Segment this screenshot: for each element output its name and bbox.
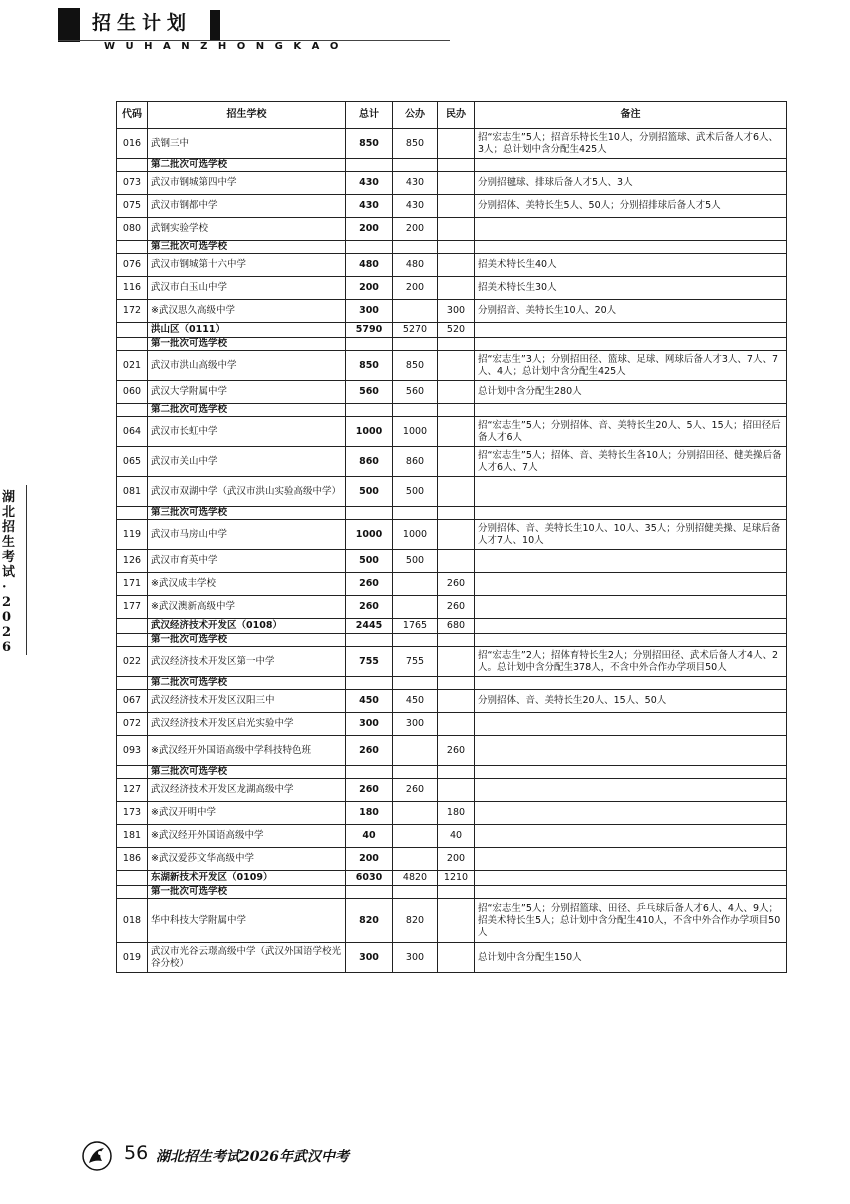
public-cell: 755 bbox=[393, 647, 438, 677]
total-cell bbox=[346, 338, 393, 351]
public-cell: 850 bbox=[393, 351, 438, 381]
public-cell: 480 bbox=[393, 254, 438, 277]
private-cell: 260 bbox=[438, 573, 475, 596]
page-subtitle: WUHANZHONGKAO bbox=[104, 41, 349, 52]
public-cell: 860 bbox=[393, 447, 438, 477]
public-cell bbox=[393, 159, 438, 172]
header-block bbox=[58, 8, 80, 42]
note-cell bbox=[475, 338, 787, 351]
private-cell: 180 bbox=[438, 802, 475, 825]
batch-row bbox=[117, 677, 787, 690]
public-cell bbox=[393, 507, 438, 520]
total-cell: 850 bbox=[346, 129, 393, 159]
table-row bbox=[117, 802, 787, 825]
note-cell bbox=[475, 323, 787, 338]
code-cell: 067 bbox=[117, 690, 148, 713]
school-cell: 武汉市白玉山中学 bbox=[148, 277, 346, 300]
total-cell: 5790 bbox=[346, 323, 393, 338]
code-cell: 018 bbox=[117, 899, 148, 943]
private-cell bbox=[438, 404, 475, 417]
batch-label: 第一批次可选学校 bbox=[148, 634, 346, 647]
code-cell bbox=[117, 619, 148, 634]
code-cell: 127 bbox=[117, 779, 148, 802]
note-cell: 分别招音、美特长生10人、20人 bbox=[475, 300, 787, 323]
district-row bbox=[117, 323, 787, 338]
code-cell bbox=[117, 404, 148, 417]
note-cell bbox=[475, 596, 787, 619]
total-cell: 850 bbox=[346, 351, 393, 381]
private-cell bbox=[438, 172, 475, 195]
private-cell bbox=[438, 195, 475, 218]
table-row bbox=[117, 381, 787, 404]
code-cell: 065 bbox=[117, 447, 148, 477]
school-cell: 武汉市长虹中学 bbox=[148, 417, 346, 447]
note-cell bbox=[475, 886, 787, 899]
header-code: 代码 bbox=[117, 102, 148, 129]
table-row bbox=[117, 254, 787, 277]
public-cell: 500 bbox=[393, 550, 438, 573]
header-private: 民办 bbox=[438, 102, 475, 129]
table-row bbox=[117, 899, 787, 943]
code-cell: 080 bbox=[117, 218, 148, 241]
public-cell: 820 bbox=[393, 899, 438, 943]
table-row bbox=[117, 351, 787, 381]
public-cell bbox=[393, 596, 438, 619]
total-cell: 500 bbox=[346, 477, 393, 507]
school-cell: ※武汉思久高级中学 bbox=[148, 300, 346, 323]
table-row bbox=[117, 713, 787, 736]
public-cell bbox=[393, 736, 438, 766]
footer-text: 湖北招生考试2026年武汉中考 bbox=[156, 1149, 349, 1165]
page-number: 56 bbox=[124, 1142, 149, 1164]
code-cell bbox=[117, 871, 148, 886]
code-cell: 173 bbox=[117, 802, 148, 825]
total-cell: 1000 bbox=[346, 417, 393, 447]
private-cell: 260 bbox=[438, 596, 475, 619]
total-cell: 300 bbox=[346, 300, 393, 323]
private-cell bbox=[438, 129, 475, 159]
table-row bbox=[117, 417, 787, 447]
total-cell: 2445 bbox=[346, 619, 393, 634]
private-cell bbox=[438, 520, 475, 550]
private-cell bbox=[438, 381, 475, 404]
table-row bbox=[117, 172, 787, 195]
batch-label: 第一批次可选学校 bbox=[148, 886, 346, 899]
batch-row bbox=[117, 886, 787, 899]
private-cell: 260 bbox=[438, 736, 475, 766]
header-total: 总计 bbox=[346, 102, 393, 129]
private-cell: 300 bbox=[438, 300, 475, 323]
total-cell bbox=[346, 507, 393, 520]
code-cell: 119 bbox=[117, 520, 148, 550]
table-row bbox=[117, 277, 787, 300]
total-cell bbox=[346, 404, 393, 417]
total-cell bbox=[346, 677, 393, 690]
district-name: 东湖新技术开发区（0109） bbox=[148, 871, 346, 886]
note-cell bbox=[475, 218, 787, 241]
private-cell bbox=[438, 647, 475, 677]
public-cell: 4820 bbox=[393, 871, 438, 886]
batch-row bbox=[117, 766, 787, 779]
note-cell: 招“宏志生”3人；分别招田径、篮球、足球、网球后备人才3人、7人、7人、4人；总计划中含分配生425人 bbox=[475, 351, 787, 381]
batch-label: 第三批次可选学校 bbox=[148, 766, 346, 779]
private-cell bbox=[438, 477, 475, 507]
private-cell bbox=[438, 338, 475, 351]
public-cell bbox=[393, 241, 438, 254]
school-cell: 武汉市关山中学 bbox=[148, 447, 346, 477]
note-cell: 总计划中含分配生150人 bbox=[475, 943, 787, 973]
code-cell bbox=[117, 323, 148, 338]
public-cell: 200 bbox=[393, 218, 438, 241]
batch-label: 第二批次可选学校 bbox=[148, 159, 346, 172]
public-cell: 430 bbox=[393, 195, 438, 218]
batch-label: 第二批次可选学校 bbox=[148, 404, 346, 417]
district-row bbox=[117, 871, 787, 886]
note-cell: 招“宏志生”5人；招体、音、美特长生各10人；分别招田径、健美操后备人才6人、7人 bbox=[475, 447, 787, 477]
batch-row bbox=[117, 634, 787, 647]
private-cell bbox=[438, 277, 475, 300]
code-cell: 021 bbox=[117, 351, 148, 381]
batch-label: 第三批次可选学校 bbox=[148, 241, 346, 254]
school-cell: ※武汉经开外国语高级中学 bbox=[148, 825, 346, 848]
private-cell bbox=[438, 677, 475, 690]
private-cell bbox=[438, 159, 475, 172]
public-cell: 1765 bbox=[393, 619, 438, 634]
total-cell: 560 bbox=[346, 381, 393, 404]
table-row bbox=[117, 300, 787, 323]
note-cell bbox=[475, 736, 787, 766]
batch-row bbox=[117, 404, 787, 417]
total-cell bbox=[346, 241, 393, 254]
note-cell bbox=[475, 871, 787, 886]
total-cell: 260 bbox=[346, 573, 393, 596]
code-cell bbox=[117, 677, 148, 690]
note-cell bbox=[475, 779, 787, 802]
public-cell: 300 bbox=[393, 943, 438, 973]
public-cell bbox=[393, 848, 438, 871]
school-cell: 华中科技大学附属中学 bbox=[148, 899, 346, 943]
school-cell: 武汉市钢都中学 bbox=[148, 195, 346, 218]
note-cell bbox=[475, 677, 787, 690]
note-cell: 总计划中含分配生280人 bbox=[475, 381, 787, 404]
page-title: 招生计划 bbox=[92, 12, 193, 34]
school-cell: 武汉经济技术开发区龙湖高级中学 bbox=[148, 779, 346, 802]
code-cell: 171 bbox=[117, 573, 148, 596]
table-row bbox=[117, 447, 787, 477]
total-cell: 200 bbox=[346, 848, 393, 871]
batch-row bbox=[117, 338, 787, 351]
total-cell: 500 bbox=[346, 550, 393, 573]
district-name: 洪山区（0111） bbox=[148, 323, 346, 338]
private-cell: 40 bbox=[438, 825, 475, 848]
public-cell bbox=[393, 802, 438, 825]
school-cell: ※武汉经开外国语高级中学科技特色班 bbox=[148, 736, 346, 766]
total-cell: 430 bbox=[346, 195, 393, 218]
school-cell: 武汉经济技术开发区第一中学 bbox=[148, 647, 346, 677]
code-cell: 073 bbox=[117, 172, 148, 195]
note-cell: 招美术特长生30人 bbox=[475, 277, 787, 300]
note-cell bbox=[475, 507, 787, 520]
table-body bbox=[117, 129, 787, 973]
header-school: 招生学校 bbox=[148, 102, 346, 129]
public-cell bbox=[393, 338, 438, 351]
logo-icon bbox=[82, 1141, 112, 1171]
code-cell: 081 bbox=[117, 477, 148, 507]
school-cell: ※武汉爱莎文华高级中学 bbox=[148, 848, 346, 871]
public-cell: 5270 bbox=[393, 323, 438, 338]
code-cell bbox=[117, 507, 148, 520]
public-cell: 260 bbox=[393, 779, 438, 802]
code-cell: 022 bbox=[117, 647, 148, 677]
total-cell bbox=[346, 766, 393, 779]
table-row bbox=[117, 943, 787, 973]
code-cell: 072 bbox=[117, 713, 148, 736]
header-public: 公办 bbox=[393, 102, 438, 129]
code-cell: 019 bbox=[117, 943, 148, 973]
table-row bbox=[117, 520, 787, 550]
total-cell: 860 bbox=[346, 447, 393, 477]
code-cell: 076 bbox=[117, 254, 148, 277]
private-cell bbox=[438, 713, 475, 736]
note-cell bbox=[475, 241, 787, 254]
code-cell: 064 bbox=[117, 417, 148, 447]
total-cell bbox=[346, 634, 393, 647]
total-cell: 1000 bbox=[346, 520, 393, 550]
school-cell: 武汉市光谷云璟高级中学（武汉外国语学校光谷分校） bbox=[148, 943, 346, 973]
note-cell: 分别招体、音、美特长生20人、15人、50人 bbox=[475, 690, 787, 713]
private-cell bbox=[438, 690, 475, 713]
public-cell: 450 bbox=[393, 690, 438, 713]
total-cell: 260 bbox=[346, 779, 393, 802]
public-cell: 1000 bbox=[393, 417, 438, 447]
school-cell: ※武汉成丰学校 bbox=[148, 573, 346, 596]
code-cell bbox=[117, 338, 148, 351]
batch-row bbox=[117, 241, 787, 254]
note-cell bbox=[475, 766, 787, 779]
total-cell: 6030 bbox=[346, 871, 393, 886]
private-cell: 520 bbox=[438, 323, 475, 338]
public-cell: 200 bbox=[393, 277, 438, 300]
public-cell: 560 bbox=[393, 381, 438, 404]
private-cell bbox=[438, 766, 475, 779]
note-cell bbox=[475, 634, 787, 647]
table-row bbox=[117, 779, 787, 802]
district-row bbox=[117, 619, 787, 634]
private-cell bbox=[438, 779, 475, 802]
public-cell bbox=[393, 825, 438, 848]
school-cell: ※武汉开明中学 bbox=[148, 802, 346, 825]
total-cell: 820 bbox=[346, 899, 393, 943]
code-cell: 060 bbox=[117, 381, 148, 404]
note-cell: 分别招体、音、美特长生10人、10人、35人；分别招健美操、足球后备人才7人、10人 bbox=[475, 520, 787, 550]
note-cell: 招“宏志生”5人；分别招篮球、田径、乒乓球后备人才6人、4人、9人；招美术特长生5人；总计划中含分配生410人，不含中外合作办学项目50人 bbox=[475, 899, 787, 943]
school-cell: 武汉大学附属中学 bbox=[148, 381, 346, 404]
batch-label: 第一批次可选学校 bbox=[148, 338, 346, 351]
total-cell: 180 bbox=[346, 802, 393, 825]
code-cell: 181 bbox=[117, 825, 148, 848]
code-cell: 016 bbox=[117, 129, 148, 159]
total-cell: 40 bbox=[346, 825, 393, 848]
header-note: 备注 bbox=[475, 102, 787, 129]
school-cell: 武汉市育英中学 bbox=[148, 550, 346, 573]
public-cell: 850 bbox=[393, 129, 438, 159]
code-cell: 116 bbox=[117, 277, 148, 300]
public-cell bbox=[393, 404, 438, 417]
table-row bbox=[117, 690, 787, 713]
code-cell bbox=[117, 241, 148, 254]
table-row bbox=[117, 195, 787, 218]
batch-row bbox=[117, 507, 787, 520]
table-row bbox=[117, 647, 787, 677]
public-cell bbox=[393, 300, 438, 323]
note-cell: 招“宏志生”5人；招音乐特长生10人，分别招篮球、武术后备人才6人、3人；总计划中含分配生425人 bbox=[475, 129, 787, 159]
private-cell bbox=[438, 417, 475, 447]
school-cell: 武汉市马房山中学 bbox=[148, 520, 346, 550]
school-cell: 武汉市钢城第十六中学 bbox=[148, 254, 346, 277]
public-cell bbox=[393, 886, 438, 899]
school-cell: ※武汉澳新高级中学 bbox=[148, 596, 346, 619]
note-cell bbox=[475, 802, 787, 825]
private-cell bbox=[438, 634, 475, 647]
total-cell: 480 bbox=[346, 254, 393, 277]
school-cell: 武汉市洪山高级中学 bbox=[148, 351, 346, 381]
note-cell: 招“宏志生”5人；分别招体、音、美特长生20人、5人、15人；招田径后备人才6人 bbox=[475, 417, 787, 447]
note-cell bbox=[475, 825, 787, 848]
total-cell: 200 bbox=[346, 277, 393, 300]
district-name: 武汉经济技术开发区（0108） bbox=[148, 619, 346, 634]
public-cell: 430 bbox=[393, 172, 438, 195]
code-cell: 126 bbox=[117, 550, 148, 573]
total-cell: 755 bbox=[346, 647, 393, 677]
code-cell bbox=[117, 159, 148, 172]
table-row bbox=[117, 848, 787, 871]
note-cell: 招美术特长生40人 bbox=[475, 254, 787, 277]
private-cell bbox=[438, 218, 475, 241]
header-bar bbox=[210, 10, 220, 40]
private-cell: 680 bbox=[438, 619, 475, 634]
public-cell: 500 bbox=[393, 477, 438, 507]
total-cell: 300 bbox=[346, 713, 393, 736]
table-header-row bbox=[117, 102, 787, 129]
note-cell bbox=[475, 477, 787, 507]
private-cell bbox=[438, 550, 475, 573]
table-row bbox=[117, 736, 787, 766]
private-cell bbox=[438, 886, 475, 899]
code-cell: 186 bbox=[117, 848, 148, 871]
note-cell bbox=[475, 550, 787, 573]
total-cell: 260 bbox=[346, 596, 393, 619]
private-cell bbox=[438, 241, 475, 254]
school-cell: 武汉经济技术开发区启光实验中学 bbox=[148, 713, 346, 736]
public-cell: 300 bbox=[393, 713, 438, 736]
note-cell: 分别招体、美特长生5人、50人；分别招排球后备人才5人 bbox=[475, 195, 787, 218]
table-row bbox=[117, 477, 787, 507]
school-cell: 武钢三中 bbox=[148, 129, 346, 159]
note-cell: 分别招毽球、排球后备人才5人、3人 bbox=[475, 172, 787, 195]
note-cell bbox=[475, 619, 787, 634]
total-cell bbox=[346, 159, 393, 172]
code-cell bbox=[117, 766, 148, 779]
batch-label: 第三批次可选学校 bbox=[148, 507, 346, 520]
total-cell: 430 bbox=[346, 172, 393, 195]
admission-plan-table bbox=[116, 101, 787, 973]
table-row bbox=[117, 596, 787, 619]
batch-row bbox=[117, 159, 787, 172]
table-row bbox=[117, 573, 787, 596]
table-row bbox=[117, 550, 787, 573]
total-cell: 260 bbox=[346, 736, 393, 766]
code-cell: 177 bbox=[117, 596, 148, 619]
note-cell bbox=[475, 159, 787, 172]
code-cell bbox=[117, 634, 148, 647]
total-cell: 200 bbox=[346, 218, 393, 241]
private-cell: 200 bbox=[438, 848, 475, 871]
code-cell bbox=[117, 886, 148, 899]
table-row bbox=[117, 129, 787, 159]
note-cell bbox=[475, 848, 787, 871]
private-cell bbox=[438, 899, 475, 943]
total-cell: 450 bbox=[346, 690, 393, 713]
total-cell: 300 bbox=[346, 943, 393, 973]
private-cell bbox=[438, 447, 475, 477]
private-cell bbox=[438, 254, 475, 277]
school-cell: 武汉经济技术开发区汉阳三中 bbox=[148, 690, 346, 713]
public-cell bbox=[393, 634, 438, 647]
private-cell bbox=[438, 351, 475, 381]
public-cell bbox=[393, 766, 438, 779]
school-cell: 武汉市钢城第四中学 bbox=[148, 172, 346, 195]
table-row bbox=[117, 825, 787, 848]
public-cell: 1000 bbox=[393, 520, 438, 550]
private-cell: 1210 bbox=[438, 871, 475, 886]
note-cell bbox=[475, 713, 787, 736]
batch-label: 第二批次可选学校 bbox=[148, 677, 346, 690]
school-cell: 武钢实验学校 bbox=[148, 218, 346, 241]
private-cell bbox=[438, 507, 475, 520]
note-cell: 招“宏志生”2人；招体育特长生2人；分别招田径、武术后备人才4人、2人。总计划中含分配生378人，不含中外合作办学项目50人 bbox=[475, 647, 787, 677]
private-cell bbox=[438, 943, 475, 973]
side-rule bbox=[26, 485, 27, 655]
code-cell: 093 bbox=[117, 736, 148, 766]
side-label: 湖 北 招 生 考 试 · 2 0 2 6 bbox=[2, 490, 16, 655]
total-cell bbox=[346, 886, 393, 899]
note-cell bbox=[475, 404, 787, 417]
note-cell bbox=[475, 573, 787, 596]
table-row bbox=[117, 218, 787, 241]
public-cell bbox=[393, 677, 438, 690]
code-cell: 172 bbox=[117, 300, 148, 323]
code-cell: 075 bbox=[117, 195, 148, 218]
school-cell: 武汉市双湖中学（武汉市洪山实验高级中学） bbox=[148, 477, 346, 507]
public-cell bbox=[393, 573, 438, 596]
